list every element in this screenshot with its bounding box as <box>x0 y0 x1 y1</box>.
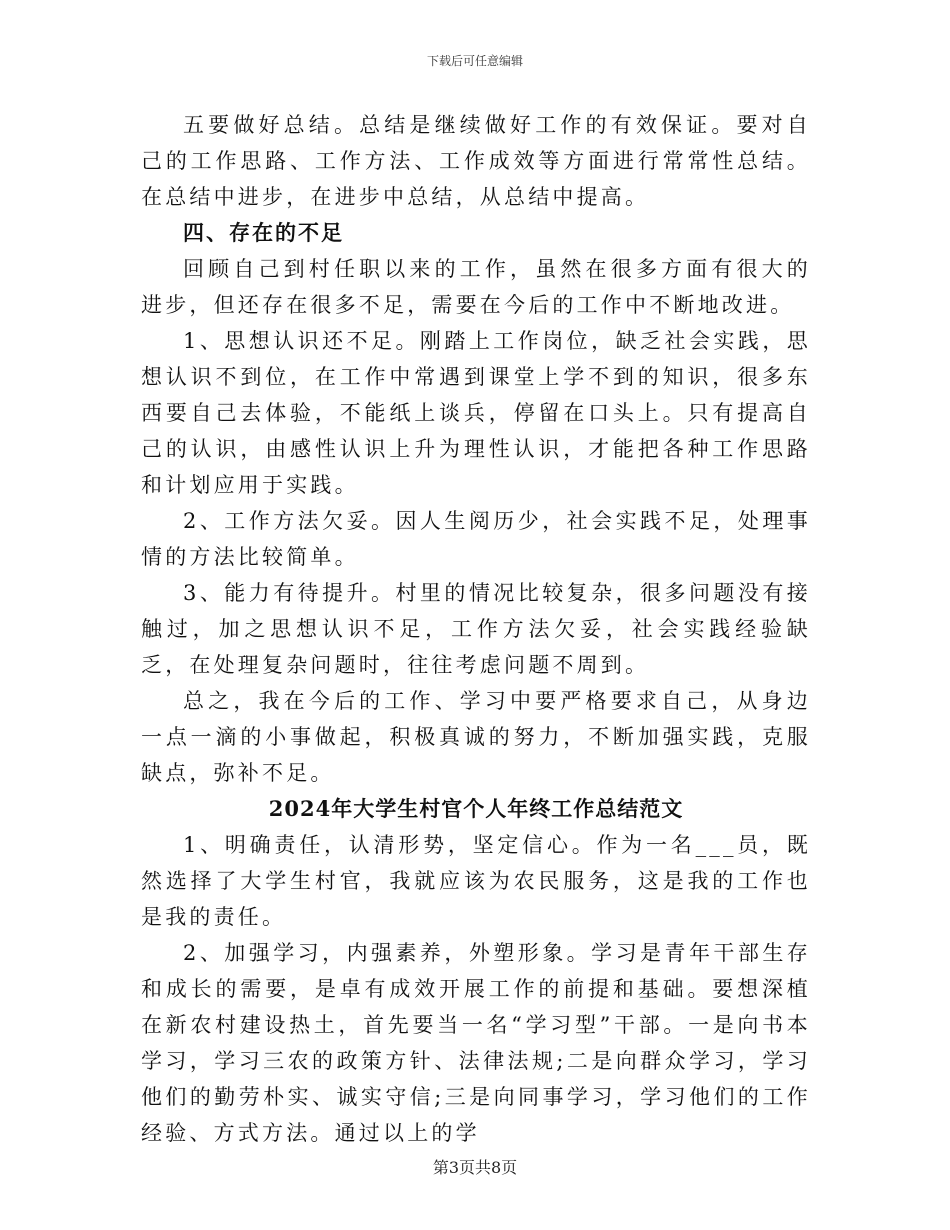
section-heading-shortcomings: 四、存在的不足 <box>183 220 344 245</box>
document-title: 2024年大学生村官个人年终工作总结范文 <box>268 796 684 821</box>
paragraph-shortcoming-3: 3、能力有待提升。村里的情况比较复杂，很多问题没有接触过，加之思想认识不足，工作方法欠妥，社会实践经验缺乏，在处理复杂问题时，往往考虑问题不周到。 <box>141 581 811 677</box>
paragraph-conclusion: 总之，我在今后的工作、学习中要严格要求自己，从身边一点一滴的小事做起，积极真诚的努力，不断加强实践，克服缺点，弥补不足。 <box>141 689 811 785</box>
paragraph-shortcoming-1: 1、思想认识还不足。刚踏上工作岗位，缺乏社会实践，思想认识不到位，在工作中常遇到课堂上学不到的知识，很多东西要自己去体验，不能纸上谈兵，停留在口头上。只有提高自己的认识，由感性认识上升为理性认识，才能把各种工作思路和计划应用于实践。 <box>141 329 811 497</box>
page-number: 第3页共8页 <box>432 1158 518 1177</box>
paragraph-review: 回顾自己到村任职以来的工作，虽然在很多方面有很大的进步，但还存在很多不足，需要在今后的工作中不断地改进。 <box>141 257 811 317</box>
page-header: 下载后可任意编辑 <box>426 54 523 68</box>
paragraph-item-2: 2、加强学习，内强素养，外塑形象。学习是青年干部生存和成长的需要，是卓有成效开展工作的前提和基础。要想深植在新农村建设热土，首先要当一名“学习型”干部。一是向书本学习，学习三农的政策方针、法律法规;二是向群众学习，学习他们的勤劳朴实、诚实守信;三是向同事学习，学习他们的工作经验、方式方法。通过以上的学 <box>141 941 811 1145</box>
paragraph-item-1: 1、明确责任，认清形势，坚定信心。作为一名___员，既然选择了大学生村官，我就应该为农民服务，这是我的工作也是我的责任。 <box>141 833 811 929</box>
paragraph-shortcoming-2: 2、工作方法欠妥。因人生阅历少，社会实践不足，处理事情的方法比较简单。 <box>141 509 811 569</box>
document-body <box>141 107 811 1151</box>
paragraph-summary-5: 五要做好总结。总结是继续做好工作的有效保证。要对自己的工作思路、工作方法、工作成效等方面进行常常性总结。在总结中进步，在进步中总结，从总结中提高。 <box>141 113 811 209</box>
